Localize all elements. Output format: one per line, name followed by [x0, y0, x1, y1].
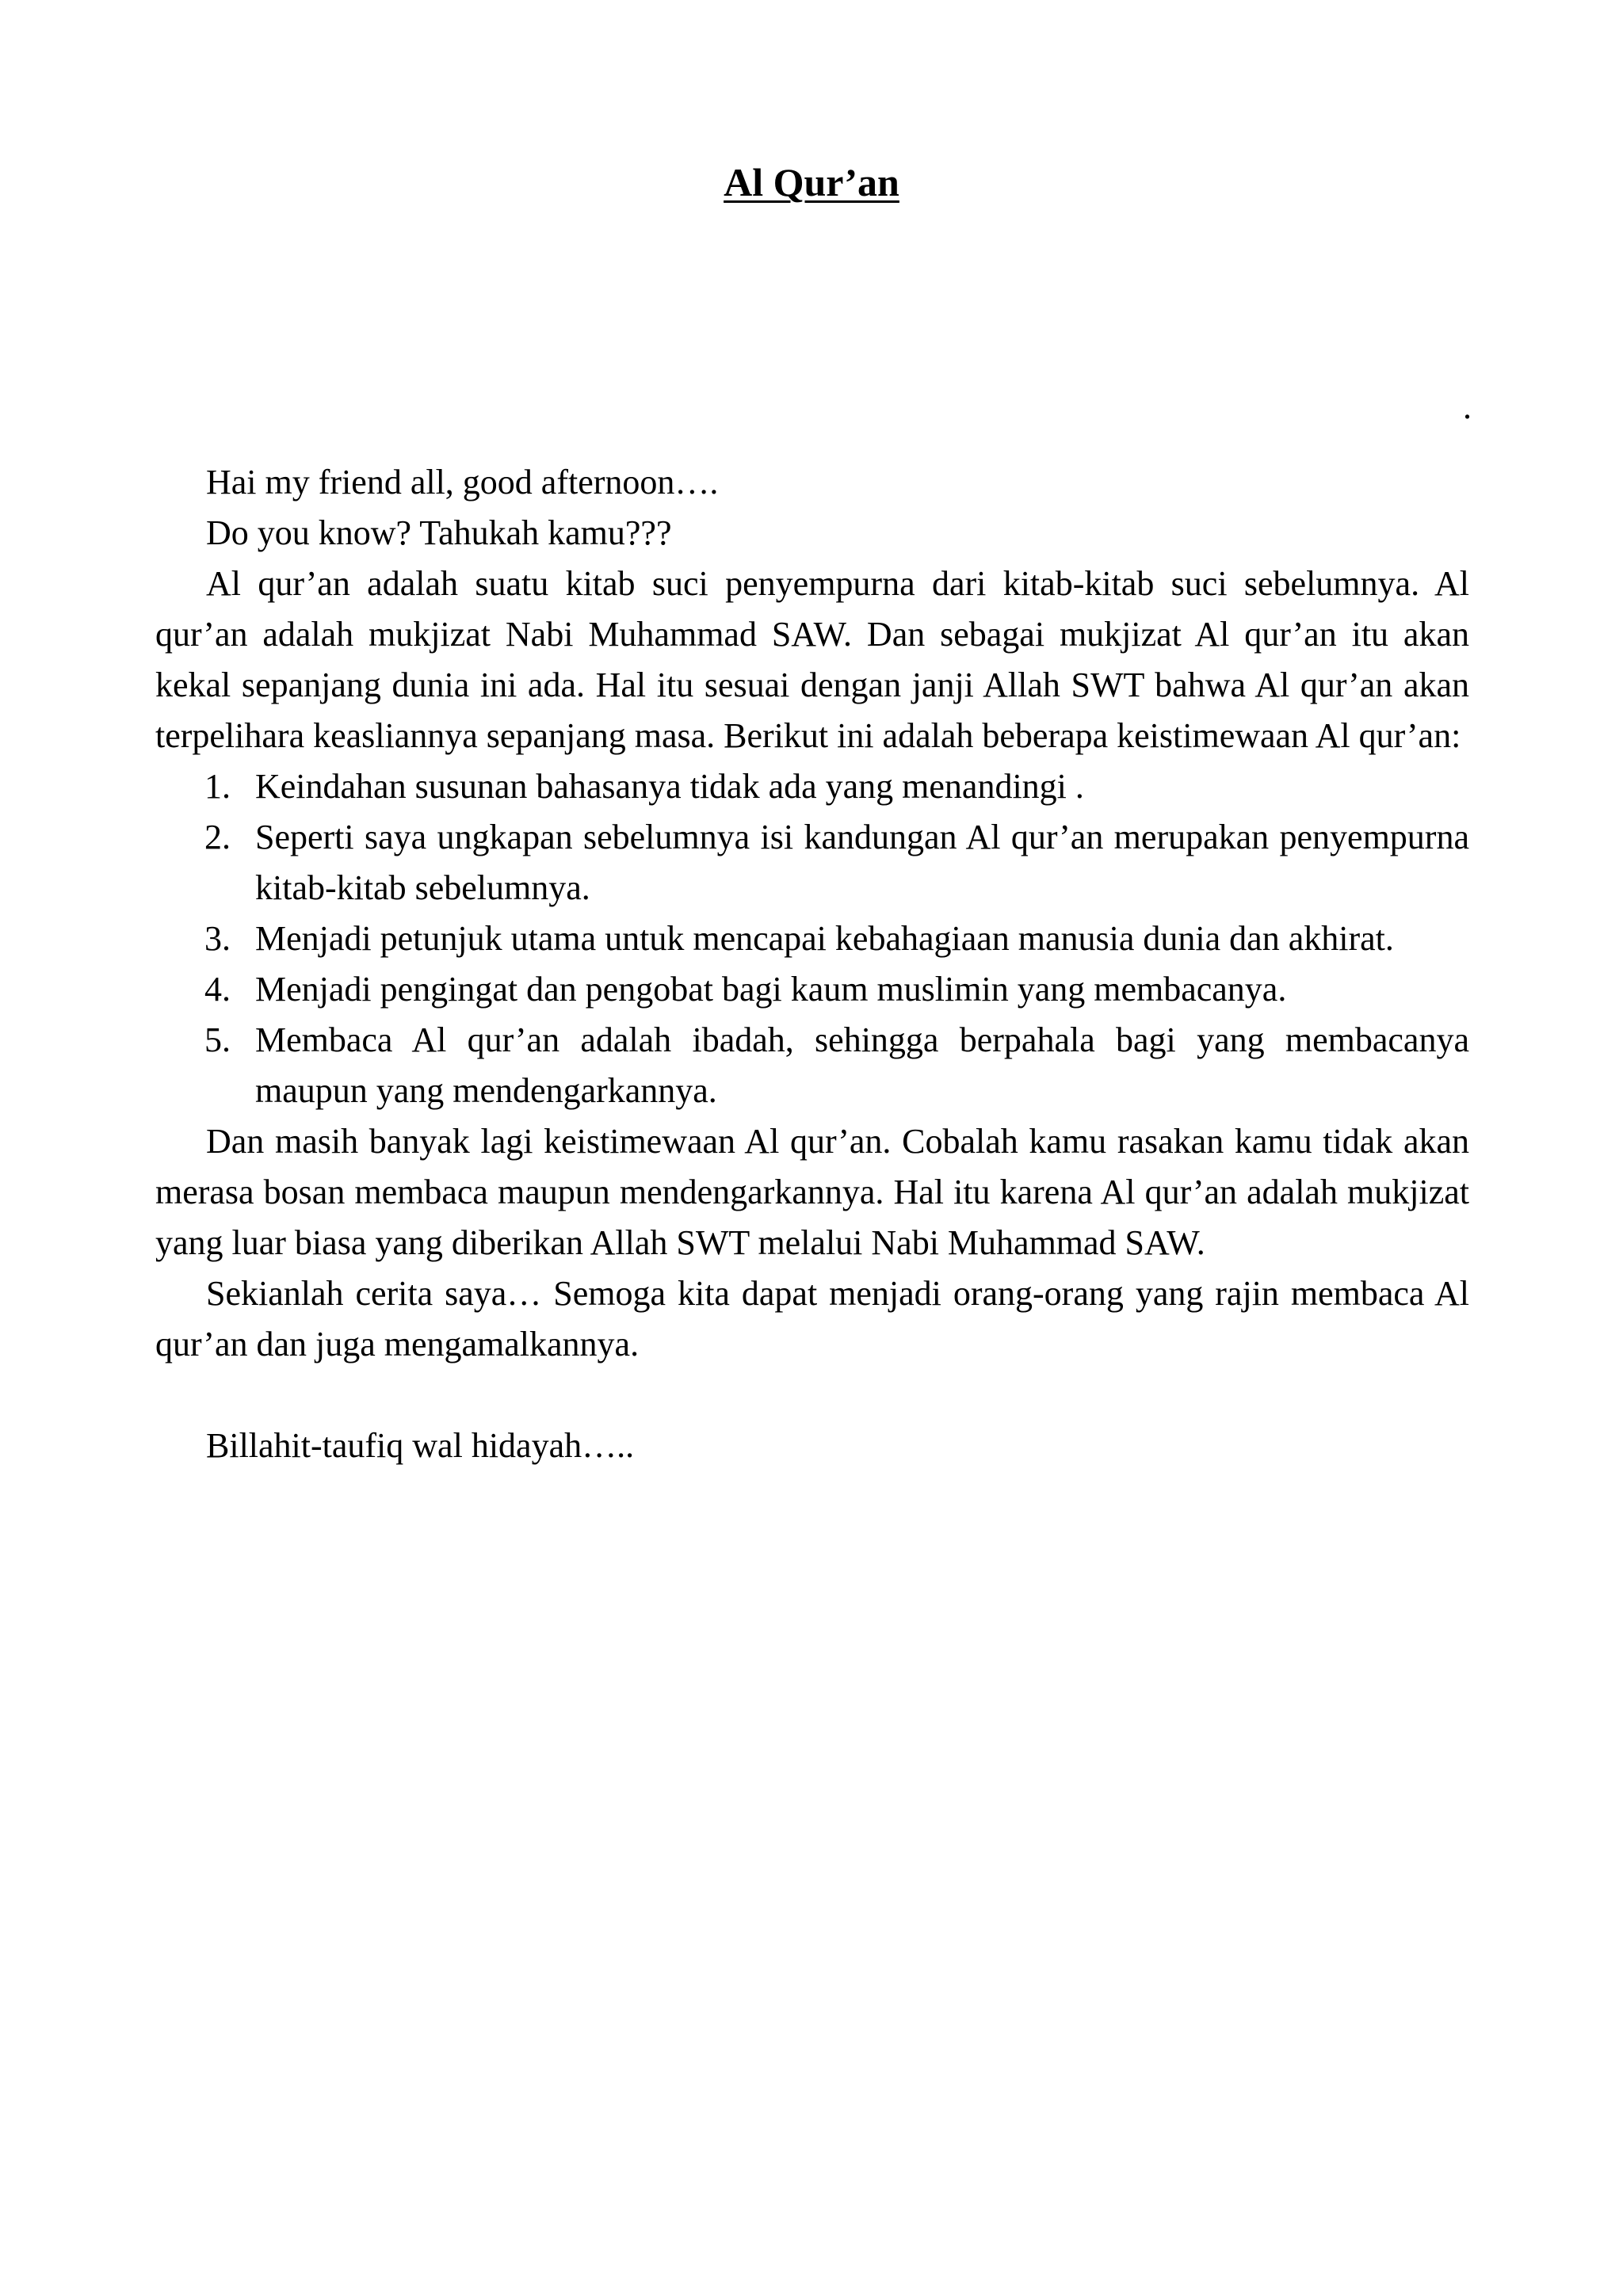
list-item-text: Keindahan susunan bahasanya tidak ada yang menandingi .	[255, 767, 1084, 806]
stray-mark: .	[1463, 387, 1472, 426]
list-item-number: 5.	[204, 1020, 231, 1059]
list-item	[155, 964, 1469, 1015]
blank-line	[155, 1370, 1469, 1421]
list-item	[155, 1015, 1469, 1116]
greeting-paragraph: Hai my friend all, good afternoon….	[206, 463, 719, 502]
list-item-text: Seperti saya ungkapan sebelumnya isi kandungan Al qur’an merupakan penyempurna kitab-kitab sebelumnya.	[255, 818, 1469, 907]
document-title: Al Qur’an	[724, 160, 899, 204]
list-item	[155, 913, 1469, 964]
list-item	[155, 812, 1469, 913]
features-list	[155, 761, 1469, 1116]
list-item-number: 1.	[204, 767, 231, 806]
more-paragraph: Dan masih banyak lagi keistimewaan Al qur’an. Cobalah kamu rasakan kamu tidak akan merasa bosan membaca maupun mendengarkannya. Hal itu karena Al qur’an adalah mukjizat yang luar biasa yang diberikan Allah SWT melalui Nabi Muhammad SAW.	[155, 1122, 1469, 1262]
list-item-number: 2.	[204, 818, 231, 856]
list-item-text: Membaca Al qur’an adalah ibadah, sehingga berpahala bagi yang membacanya maupun yang mendengarkannya.	[255, 1020, 1469, 1110]
list-item-text: Menjadi pengingat dan pengobat bagi kaum muslimin yang membacanya.	[255, 970, 1287, 1009]
closing-paragraph: Sekianlah cerita saya… Semoga kita dapat menjadi orang-orang yang rajin membaca Al qur’an dan juga mengamalkannya.	[155, 1274, 1469, 1363]
list-item	[155, 761, 1469, 812]
question-paragraph: Do you know? Tahukah kamu???	[206, 513, 672, 552]
document-body	[155, 457, 1469, 1471]
list-item-number: 4.	[204, 970, 231, 1009]
list-item-number: 3.	[204, 919, 231, 958]
signoff-paragraph: Billahit-taufiq wal hidayah…..	[206, 1426, 635, 1465]
intro-paragraph: Al qur’an adalah suatu kitab suci penyempurna dari kitab-kitab suci sebelumnya. Al qur’an adalah mukjizat Nabi Muhammad SAW. Dan sebagai mukjizat Al qur’an itu akan kekal sepanjang dunia ini ada. Hal itu sesuai dengan janji Allah SWT bahwa Al qur’an akan terpelihara keasliannya sepanjang masa. Berikut ini adalah beberapa keistimewaan Al qur’an:	[155, 564, 1469, 755]
list-item-text: Menjadi petunjuk utama untuk mencapai kebahagiaan manusia dunia dan akhirat.	[255, 919, 1394, 958]
